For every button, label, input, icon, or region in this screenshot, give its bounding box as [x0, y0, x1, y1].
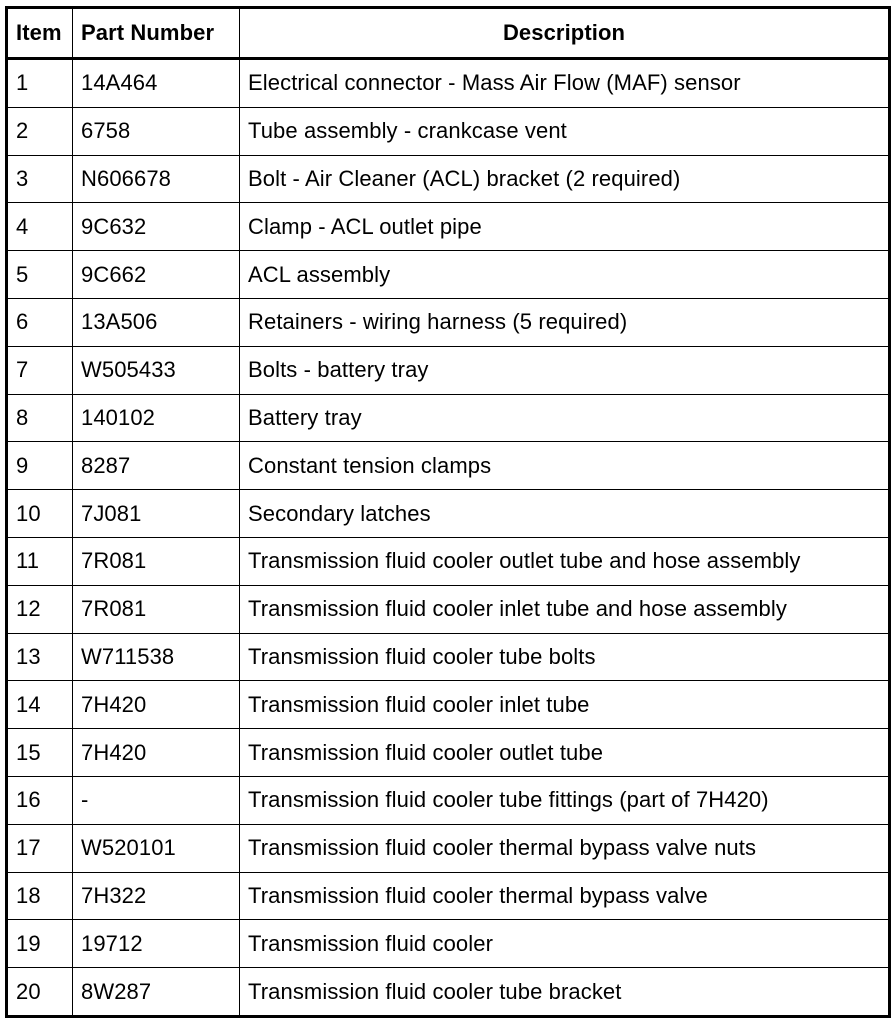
description-cell: Battery tray	[240, 394, 890, 442]
description-cell: Transmission fluid cooler outlet tube	[240, 729, 890, 777]
part-number-cell: N606678	[73, 155, 240, 203]
table-row	[7, 776, 890, 824]
table-row	[7, 585, 890, 633]
header-item: Item	[7, 8, 73, 59]
item-cell: 8	[7, 394, 73, 442]
part-number-cell: W505433	[73, 346, 240, 394]
item-cell: 15	[7, 729, 73, 777]
item-cell: 11	[7, 537, 73, 585]
description-cell: Transmission fluid cooler outlet tube and hose assembly	[240, 537, 890, 585]
part-number-cell: 7R081	[73, 537, 240, 585]
part-number-cell: 6758	[73, 107, 240, 155]
header-part-number: Part Number	[73, 8, 240, 59]
description-cell: Transmission fluid cooler	[240, 920, 890, 968]
description-cell: Bolts - battery tray	[240, 346, 890, 394]
item-cell: 6	[7, 298, 73, 346]
part-number-cell: 19712	[73, 920, 240, 968]
item-cell: 18	[7, 872, 73, 920]
table-row	[7, 968, 890, 1017]
table-row	[7, 442, 890, 490]
part-number-cell: 13A506	[73, 298, 240, 346]
description-cell: Constant tension clamps	[240, 442, 890, 490]
description-cell: Electrical connector - Mass Air Flow (MAF) sensor	[240, 59, 890, 108]
item-cell: 2	[7, 107, 73, 155]
item-cell: 7	[7, 346, 73, 394]
table-row	[7, 251, 890, 299]
table-row	[7, 298, 890, 346]
description-cell: Tube assembly - crankcase vent	[240, 107, 890, 155]
table-row	[7, 394, 890, 442]
item-cell: 3	[7, 155, 73, 203]
table-row	[7, 203, 890, 251]
item-cell: 13	[7, 633, 73, 681]
description-cell: Transmission fluid cooler inlet tube	[240, 681, 890, 729]
header-description: Description	[240, 8, 890, 59]
item-cell: 16	[7, 776, 73, 824]
item-cell: 17	[7, 824, 73, 872]
part-number-cell: 7H420	[73, 681, 240, 729]
part-number-cell: 8W287	[73, 968, 240, 1017]
table-row	[7, 824, 890, 872]
item-cell: 4	[7, 203, 73, 251]
header-row	[7, 8, 890, 59]
description-cell: Clamp - ACL outlet pipe	[240, 203, 890, 251]
item-cell: 10	[7, 490, 73, 538]
item-cell: 5	[7, 251, 73, 299]
table-row	[7, 59, 890, 108]
part-number-cell: 7H420	[73, 729, 240, 777]
part-number-cell: 7R081	[73, 585, 240, 633]
description-cell: Transmission fluid cooler thermal bypass valve nuts	[240, 824, 890, 872]
part-number-cell: 7H322	[73, 872, 240, 920]
part-number-cell: 7J081	[73, 490, 240, 538]
part-number-cell: 14A464	[73, 59, 240, 108]
item-cell: 1	[7, 59, 73, 108]
part-number-cell: 9C632	[73, 203, 240, 251]
description-cell: Transmission fluid cooler thermal bypass valve	[240, 872, 890, 920]
table-row	[7, 920, 890, 968]
part-number-cell: 8287	[73, 442, 240, 490]
item-cell: 14	[7, 681, 73, 729]
part-number-cell: 140102	[73, 394, 240, 442]
table-body	[7, 59, 890, 1017]
table-row	[7, 537, 890, 585]
description-cell: Transmission fluid cooler tube fittings (part of 7H420)	[240, 776, 890, 824]
part-number-cell: W711538	[73, 633, 240, 681]
table-row	[7, 490, 890, 538]
description-cell: Bolt - Air Cleaner (ACL) bracket (2 required)	[240, 155, 890, 203]
description-cell: Transmission fluid cooler inlet tube and hose assembly	[240, 585, 890, 633]
table-row	[7, 346, 890, 394]
item-cell: 20	[7, 968, 73, 1017]
part-number-cell: W520101	[73, 824, 240, 872]
description-cell: Transmission fluid cooler tube bracket	[240, 968, 890, 1017]
item-cell: 12	[7, 585, 73, 633]
description-cell: Secondary latches	[240, 490, 890, 538]
table-row	[7, 107, 890, 155]
description-cell: ACL assembly	[240, 251, 890, 299]
item-cell: 9	[7, 442, 73, 490]
table-row	[7, 633, 890, 681]
table-row	[7, 155, 890, 203]
item-cell: 19	[7, 920, 73, 968]
description-cell: Transmission fluid cooler tube bolts	[240, 633, 890, 681]
table-row	[7, 729, 890, 777]
part-number-cell: -	[73, 776, 240, 824]
table-row	[7, 872, 890, 920]
part-number-cell: 9C662	[73, 251, 240, 299]
description-cell: Retainers - wiring harness (5 required)	[240, 298, 890, 346]
table-row	[7, 681, 890, 729]
parts-table	[5, 6, 891, 1018]
